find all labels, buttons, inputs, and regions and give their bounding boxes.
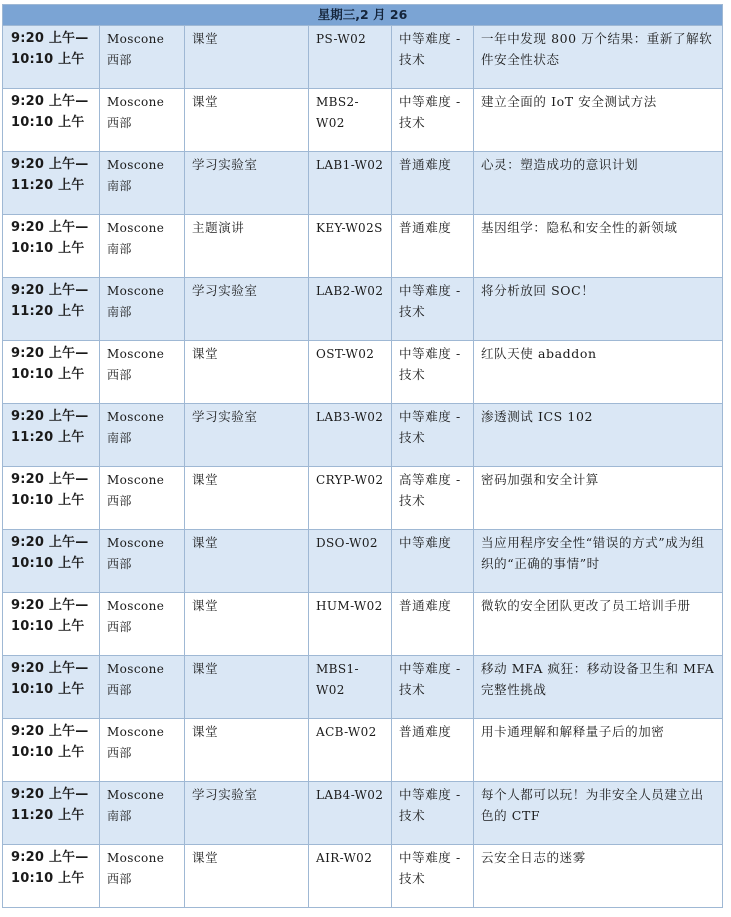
session-type: 主题演讲 (185, 215, 309, 278)
session-time: 9:20 上午—10:10 上午 (3, 530, 100, 593)
session-time: 9:20 上午—10:10 上午 (3, 26, 100, 89)
session-code: HUM-W02 (309, 593, 392, 656)
session-location: Moscone 南部 (100, 152, 185, 215)
session-time: 9:20 上午—10:10 上午 (3, 341, 100, 404)
table-row (3, 404, 723, 467)
session-code: MBS1-W02 (309, 656, 392, 719)
session-type: 课堂 (185, 467, 309, 530)
session-level: 普通难度 (392, 215, 474, 278)
session-type: 课堂 (185, 89, 309, 152)
session-code: CRYP-W02 (309, 467, 392, 530)
session-location: Moscone 西部 (100, 26, 185, 89)
session-title: 微软的安全团队更改了员工培训手册 (474, 593, 723, 656)
session-time: 9:20 上午—10:10 上午 (3, 719, 100, 782)
session-type: 课堂 (185, 845, 309, 908)
session-code: MBS2-W02 (309, 89, 392, 152)
session-level: 中等难度 - 技术 (392, 845, 474, 908)
table-row (3, 152, 723, 215)
session-level: 普通难度 (392, 719, 474, 782)
session-time: 9:20 上午—10:10 上午 (3, 467, 100, 530)
table-row (3, 89, 723, 152)
session-time: 9:20 上午—10:10 上午 (3, 215, 100, 278)
table-row (3, 782, 723, 845)
session-location: Moscone 南部 (100, 278, 185, 341)
session-level: 中等难度 (392, 530, 474, 593)
session-level: 中等难度 - 技术 (392, 341, 474, 404)
session-code: DSO-W02 (309, 530, 392, 593)
session-title: 移动 MFA 疯狂：移动设备卫生和 MFA 完整性挑战 (474, 656, 723, 719)
session-code: ACB-W02 (309, 719, 392, 782)
session-type: 课堂 (185, 593, 309, 656)
session-level: 中等难度 - 技术 (392, 278, 474, 341)
session-location: Moscone 南部 (100, 215, 185, 278)
session-time: 9:20 上午—11:20 上午 (3, 404, 100, 467)
session-time: 9:20 上午—10:10 上午 (3, 89, 100, 152)
session-location: Moscone 西部 (100, 656, 185, 719)
session-title: 建立全面的 IoT 安全测试方法 (474, 89, 723, 152)
session-type: 课堂 (185, 719, 309, 782)
session-level: 高等难度 - 技术 (392, 467, 474, 530)
session-location: Moscone 西部 (100, 467, 185, 530)
table-row (3, 656, 723, 719)
session-level: 中等难度 - 技术 (392, 782, 474, 845)
table-row (3, 341, 723, 404)
session-title: 当应用程序安全性“错误的方式”成为组织的“正确的事情”时 (474, 530, 723, 593)
session-location: Moscone 西部 (100, 845, 185, 908)
session-type: 学习实验室 (185, 404, 309, 467)
session-level: 普通难度 (392, 152, 474, 215)
session-code: LAB1-W02 (309, 152, 392, 215)
session-code: KEY-W02S (309, 215, 392, 278)
session-time: 9:20 上午—11:20 上午 (3, 152, 100, 215)
session-title: 基因组学：隐私和安全性的新领域 (474, 215, 723, 278)
session-location: Moscone 西部 (100, 593, 185, 656)
session-title: 密码加强和安全计算 (474, 467, 723, 530)
table-row (3, 530, 723, 593)
session-time: 9:20 上午—11:20 上午 (3, 278, 100, 341)
session-code: PS-W02 (309, 26, 392, 89)
table-row (3, 215, 723, 278)
table-row (3, 719, 723, 782)
session-location: Moscone 西部 (100, 719, 185, 782)
session-location: Moscone 南部 (100, 782, 185, 845)
session-schedule-table (2, 4, 723, 908)
session-title: 用卡通理解和解释量子后的加密 (474, 719, 723, 782)
session-location: Moscone 南部 (100, 404, 185, 467)
table-row (3, 278, 723, 341)
session-code: LAB2-W02 (309, 278, 392, 341)
session-time: 9:20 上午—10:10 上午 (3, 845, 100, 908)
session-title: 云安全日志的迷雾 (474, 845, 723, 908)
session-title: 渗透测试 ICS 102 (474, 404, 723, 467)
session-code: LAB4-W02 (309, 782, 392, 845)
session-level: 中等难度 - 技术 (392, 26, 474, 89)
session-time: 9:20 上午—11:20 上午 (3, 782, 100, 845)
session-level: 中等难度 - 技术 (392, 656, 474, 719)
session-time: 9:20 上午—10:10 上午 (3, 593, 100, 656)
session-type: 课堂 (185, 656, 309, 719)
session-type: 课堂 (185, 341, 309, 404)
session-type: 学习实验室 (185, 278, 309, 341)
session-location: Moscone 西部 (100, 341, 185, 404)
session-type: 学习实验室 (185, 152, 309, 215)
session-type: 学习实验室 (185, 782, 309, 845)
session-title: 每个人都可以玩！为非安全人员建立出色的 CTF (474, 782, 723, 845)
table-header-row (3, 5, 723, 26)
session-type: 课堂 (185, 530, 309, 593)
session-location: Moscone 西部 (100, 89, 185, 152)
session-type: 课堂 (185, 26, 309, 89)
session-code: AIR-W02 (309, 845, 392, 908)
session-code: OST-W02 (309, 341, 392, 404)
day-header: 星期三,2 月 26 (3, 5, 723, 26)
session-level: 中等难度 - 技术 (392, 89, 474, 152)
session-title: 一年中发现 800 万个结果：重新了解软件安全性状态 (474, 26, 723, 89)
session-title: 将分析放回 SOC！ (474, 278, 723, 341)
session-location: Moscone 西部 (100, 530, 185, 593)
session-time: 9:20 上午—10:10 上午 (3, 656, 100, 719)
session-level: 普通难度 (392, 593, 474, 656)
table-row (3, 467, 723, 530)
table-row (3, 593, 723, 656)
session-level: 中等难度 - 技术 (392, 404, 474, 467)
table-row (3, 26, 723, 89)
session-title: 红队天使 abaddon (474, 341, 723, 404)
table-row (3, 845, 723, 908)
session-code: LAB3-W02 (309, 404, 392, 467)
table-body (3, 26, 723, 908)
session-title: 心灵：塑造成功的意识计划 (474, 152, 723, 215)
